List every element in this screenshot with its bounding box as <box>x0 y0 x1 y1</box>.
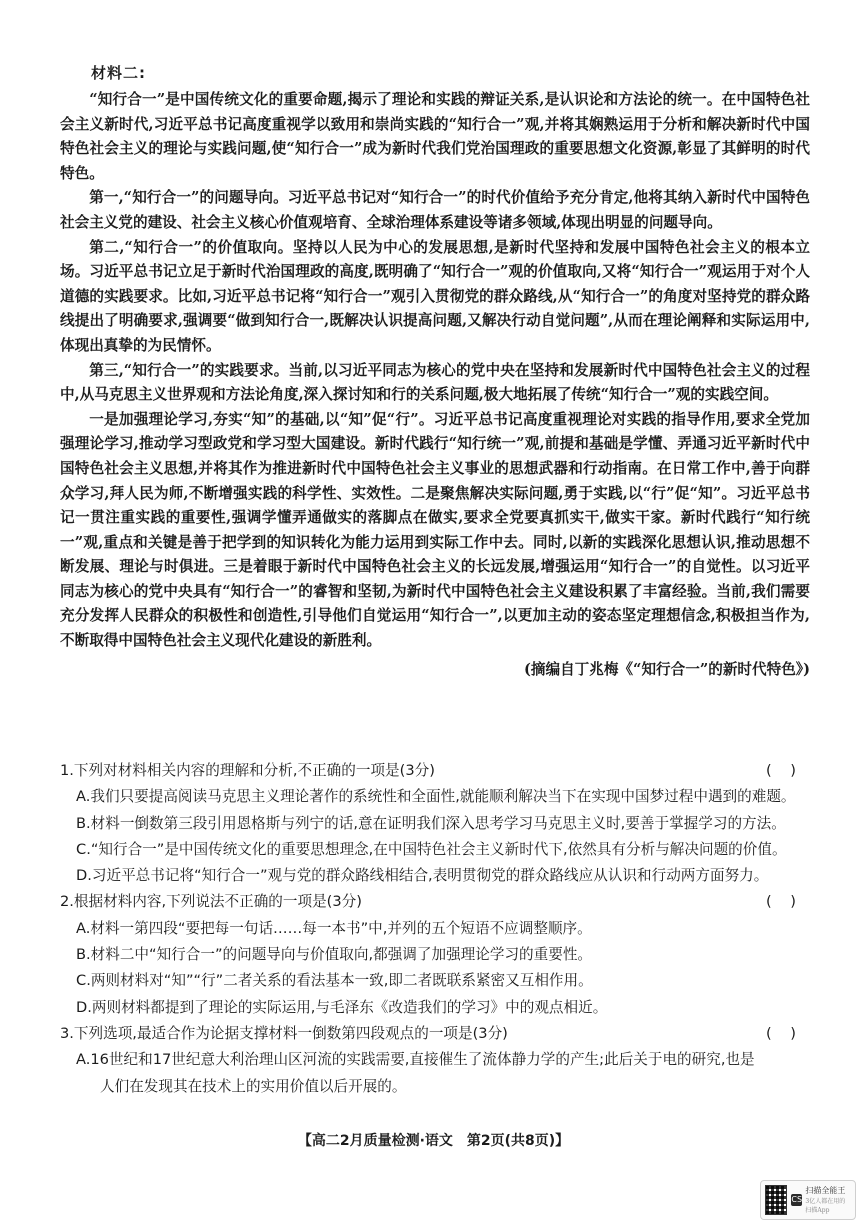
scanner-watermark <box>760 1180 856 1220</box>
question-list <box>60 758 810 1100</box>
source-citation: (摘编自丁兆梅《“知行合一”的新时代特色》) <box>524 660 810 678</box>
section-title: 材料二: <box>91 64 146 82</box>
question-text: 2.根据材料内容,下列说法不正确的一项是(3分) <box>60 893 362 911</box>
camscanner-logo-icon: CS <box>791 1195 803 1204</box>
question-text: 3.下列选项,最适合作为论据支撑材料一倒数第四段观点的一项是(3分) <box>60 1024 508 1042</box>
answer-blank: ( ) <box>766 1024 796 1042</box>
scanner-subtitle: 3亿人都在用的扫描App <box>805 1198 846 1214</box>
qr-code-icon <box>765 1185 787 1215</box>
question-text: 1.下列对材料相关内容的理解和分析,不正确的一项是(3分) <box>60 762 435 779</box>
option-continuation: 人们在发现其在技术上的实用价值以后开展的。 <box>100 1077 407 1095</box>
question-stem <box>60 889 810 915</box>
option: D.两则材料都提到了理论的实际运用,与毛泽东《改造我们的学习》中的观点相近。 <box>76 998 608 1016</box>
question-stem <box>60 758 810 784</box>
option: A.材料一第四段“要把每一句话……每一本书”中,并列的五个短语不应调整顺序。 <box>76 919 592 937</box>
paragraph: 第三,“知行合一”的实践要求。当前,以习近平同志为核心的党中央在坚持和发展新时代中国特色社会主义的过程中,从马克思主义世界观和方法论角度,深入探讨知和行的关系问题,极大地拓展了传统“知行合一”观的实践空间。 <box>60 361 810 404</box>
option: C.“知行合一”是中国传统文化的重要思想理念,在中国特色社会主义新时代下,依然具有分析与解决问题的价值。 <box>76 840 787 858</box>
paragraph: 第一,“知行合一”的问题导向。习近平总书记对“知行合一”的时代价值给予充分肯定,他将其纳入新时代中国特色社会主义党的建设、社会主义核心价值观培育、全球治理体系建设等诸多领域,体现出明显的问题导向。 <box>60 189 810 231</box>
option: A.16世纪和17世纪意大利治理山区河流的实践需要,直接催生了流体静力学的产生;此后关于电的研究,也是 <box>76 1051 755 1069</box>
answer-blank: ( ) <box>766 762 796 779</box>
question-stem <box>60 1021 810 1047</box>
scanner-title: 扫描全能王 <box>805 1186 846 1195</box>
scanner-text <box>805 1186 851 1214</box>
option: D.习近平总书记将“知行合一”观与党的群众路线相结合,表明贯彻党的群众路线应从认识和行动两方面努力。 <box>76 867 769 885</box>
option: C.两则材料对“知”“行”二者关系的看法基本一致,即二者既联系紧密又互相作用。 <box>76 972 593 990</box>
paragraph: 一是加强理论学习,夯实“知”的基础,以“知”促“行”。习近平总书记高度重视理论对实践的指导作用,要求全党加强理论学习,推动学习型政党和学习型大国建设。新时代践行“知行统一”观,前提和基础是学懂、弄通习近平新时代中国特色社会主义思想,并将其作为推进新时代中国特色社会主义事业的思想武器和行动指南。在日常工作中,善于向群众学习,拜人民为师,不断增强实践的科学性、实效性。二是聚焦解决实际问题,勇于实践,以“行”促“知”。习近平总书记一贯注重实践的重要性,强调学懂弄通做实的落脚点在做实,要求全党要真抓实干,做实干家。新时代践行“知行统一”观,重点和关键是善于把学到的知识转化为能力运用到实际工作中去。同时,以新的实践深化思想认识,推动思想不断发展、理论与时俱进。三是着眼于新时代中国特色社会主义的长远发展,增强运用“知行合一”的自觉性。以习近平同志为核心的党中央具有“知行合一”的睿智和坚韧,为新时代中国特色社会主义建设积累了丰富经验。当前,我们需要充分发挥人民群众的积极性和创造性,引导他们自觉运用“知行合一”,以更加主动的姿态坚定理想信念,积极担当作为,不断取得中国特色社会主义现代化建设的新胜利。 <box>60 410 810 650</box>
option: A.我们只要提高阅读马克思主义理论著作的系统性和全面性,就能顺利解决当下在实现中国梦过程中遇到的难题。 <box>76 788 796 806</box>
paragraph: 第二,“知行合一”的价值取向。坚持以人民为中心的发展思想,是新时代坚持和发展中国特色社会主义的根本立场。习近平总书记立足于新时代治国理政的高度,既明确了“知行合一”观的价值取向,又将“知行合一”观运用于对个人道德的实践要求。比如,习近平总书记将“知行合一”观引入贯彻党的群众路线,从“知行合一”的角度对坚持党的群众路线提出了明确要求,强调要“做到知行合一,既解决认识提高问题,又解决行动自觉问题”,从而在理论阐释和实际运用中,体现出真挚的为民情怀。 <box>60 238 810 354</box>
answer-blank: ( ) <box>766 893 796 911</box>
article-body <box>60 88 810 682</box>
option: B.材料二中“知行合一”的问题导向与价值取向,都强调了加强理论学习的重要性。 <box>76 946 593 964</box>
paragraph: “知行合一”是中国传统文化的重要命题,揭示了理论和实践的辩证关系,是认识论和方法论的统一。在中国特色社会主义新时代,习近平总书记高度重视学以致用和崇尚实践的“知行合一”观,并将其娴熟运用于分析和解决新时代中国特色社会主义的理论与实践问题,使“知行合一”成为新时代我们党治国理政的重要思想文化资源,彰显了其鲜明的时代特色。 <box>60 91 810 182</box>
page-footer: 【高二2月质量检测·语文 第2页(共8页)】 <box>297 1133 570 1149</box>
option: B.材料一倒数第三段引用恩格斯与列宁的话,意在证明我们深入思考学习马克思主义时,要善于掌握学习的方法。 <box>76 814 786 832</box>
